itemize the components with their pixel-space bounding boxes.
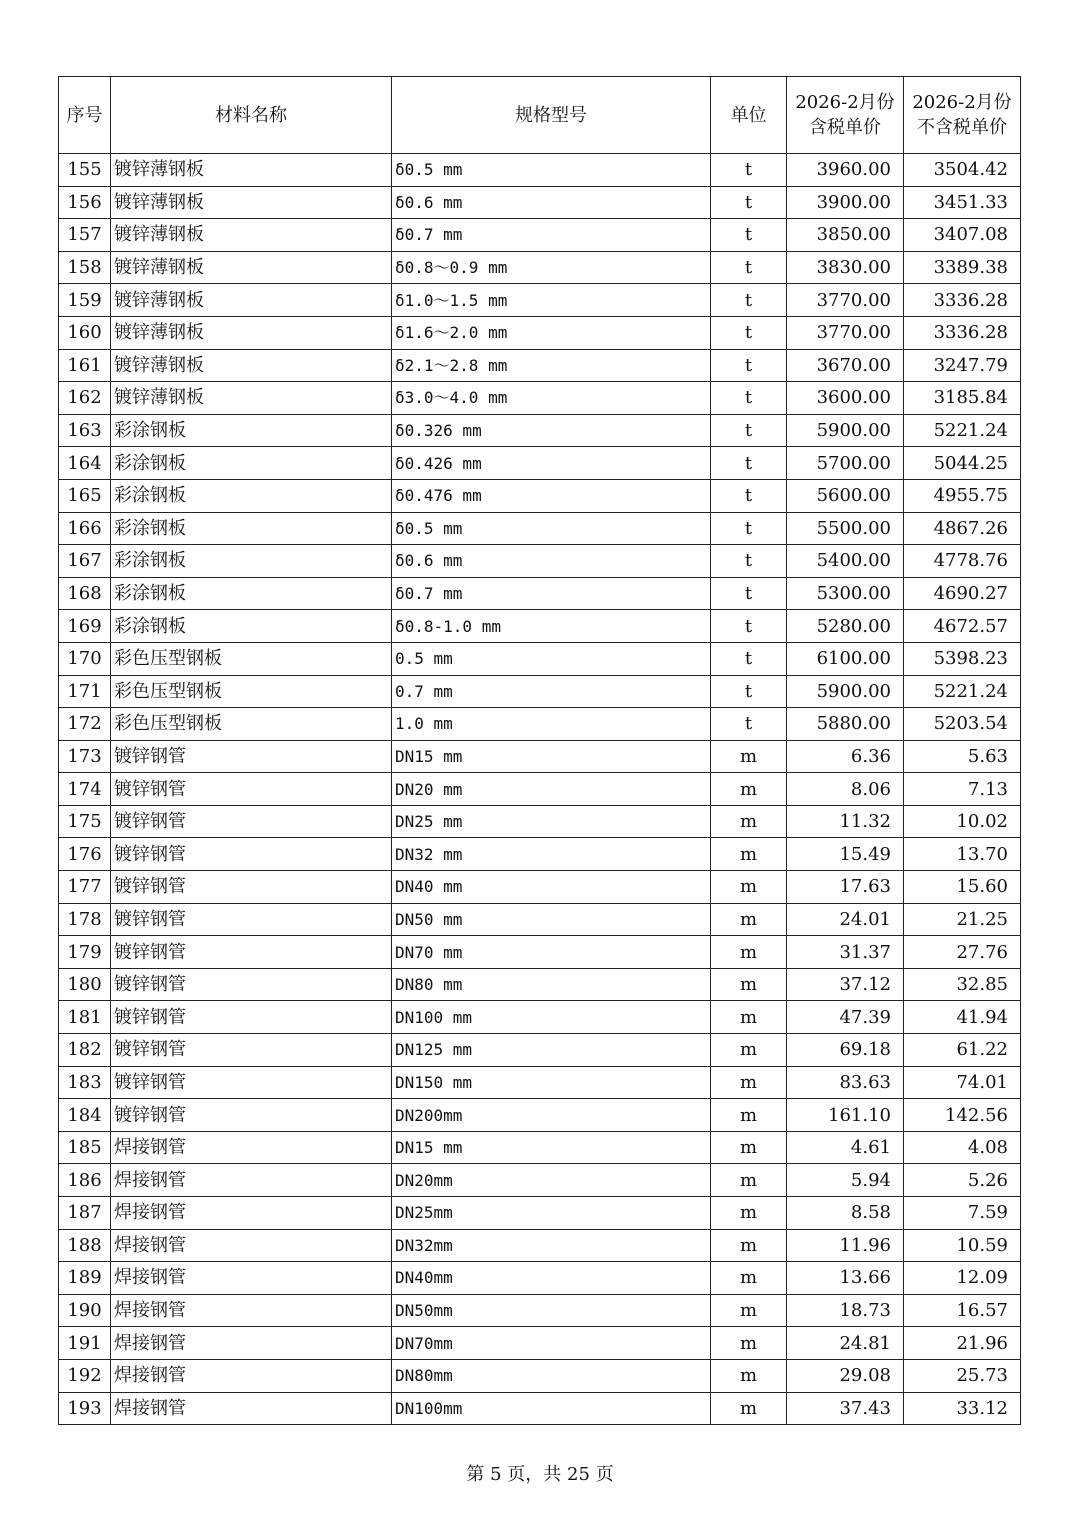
- cell-name: 镀锌钢管: [111, 968, 392, 1001]
- cell-name: 镀锌薄钢板: [111, 251, 392, 284]
- cell-unit: m: [711, 805, 787, 838]
- cell-no: 175: [59, 805, 111, 838]
- cell-name: 镀锌薄钢板: [111, 316, 392, 349]
- cell-spec: DN40mm: [392, 1262, 711, 1295]
- cell-no: 181: [59, 1001, 111, 1034]
- cell-spec: DN40 mm: [392, 871, 711, 904]
- table-header-row: [59, 77, 1021, 154]
- header-price-tax: [787, 77, 904, 154]
- cell-name: 焊接钢管: [111, 1197, 392, 1230]
- cell-no: 184: [59, 1099, 111, 1132]
- table-row: [59, 284, 1021, 317]
- cell-name: 镀锌薄钢板: [111, 219, 392, 252]
- cell-spec: δ0.7 mm: [392, 577, 711, 610]
- cell-no: 156: [59, 186, 111, 219]
- cell-price-tax: 18.73: [787, 1294, 904, 1327]
- cell-spec: DN32 mm: [392, 838, 711, 871]
- cell-no: 188: [59, 1229, 111, 1262]
- cell-price-notax: 3504.42: [904, 154, 1021, 187]
- table-row: [59, 545, 1021, 578]
- cell-unit: m: [711, 1034, 787, 1067]
- cell-name: 焊接钢管: [111, 1294, 392, 1327]
- cell-price-tax: 4.61: [787, 1131, 904, 1164]
- cell-unit: t: [711, 479, 787, 512]
- cell-name: 镀锌薄钢板: [111, 382, 392, 415]
- cell-price-notax: 5221.24: [904, 414, 1021, 447]
- table-row: [59, 1131, 1021, 1164]
- cell-price-tax: 5900.00: [787, 675, 904, 708]
- table-row: [59, 414, 1021, 447]
- table-row: [59, 219, 1021, 252]
- cell-spec: DN125 mm: [392, 1034, 711, 1067]
- cell-price-notax: 4690.27: [904, 577, 1021, 610]
- header-price-notax-line2: 不含税单价: [917, 117, 1007, 138]
- cell-price-notax: 3336.28: [904, 284, 1021, 317]
- cell-price-notax: 5044.25: [904, 447, 1021, 480]
- cell-price-notax: 41.94: [904, 1001, 1021, 1034]
- cell-price-tax: 3770.00: [787, 284, 904, 317]
- cell-name: 镀锌钢管: [111, 1034, 392, 1067]
- cell-no: 177: [59, 871, 111, 904]
- table-row: [59, 1066, 1021, 1099]
- cell-unit: m: [711, 740, 787, 773]
- table-row: [59, 968, 1021, 1001]
- cell-price-tax: 3600.00: [787, 382, 904, 415]
- cell-price-tax: 5280.00: [787, 610, 904, 643]
- cell-unit: t: [711, 186, 787, 219]
- cell-price-tax: 5.94: [787, 1164, 904, 1197]
- cell-price-tax: 5700.00: [787, 447, 904, 480]
- table-row: [59, 708, 1021, 741]
- cell-no: 172: [59, 708, 111, 741]
- cell-spec: δ2.1～2.8 mm: [392, 349, 711, 382]
- cell-spec: DN80mm: [392, 1359, 711, 1392]
- cell-no: 183: [59, 1066, 111, 1099]
- cell-price-tax: 3850.00: [787, 219, 904, 252]
- cell-spec: DN200mm: [392, 1099, 711, 1132]
- cell-no: 179: [59, 936, 111, 969]
- cell-price-notax: 5221.24: [904, 675, 1021, 708]
- header-price-tax-line1: 2026-2月份: [795, 92, 895, 113]
- cell-price-tax: 24.81: [787, 1327, 904, 1360]
- cell-spec: δ0.326 mm: [392, 414, 711, 447]
- header-name: 材料名称: [111, 77, 392, 154]
- cell-unit: t: [711, 349, 787, 382]
- cell-no: 189: [59, 1262, 111, 1295]
- table-row: [59, 1359, 1021, 1392]
- cell-no: 167: [59, 545, 111, 578]
- cell-price-notax: 3451.33: [904, 186, 1021, 219]
- cell-price-tax: 5400.00: [787, 545, 904, 578]
- cell-no: 164: [59, 447, 111, 480]
- cell-unit: t: [711, 284, 787, 317]
- cell-unit: m: [711, 936, 787, 969]
- table-row: [59, 1229, 1021, 1262]
- cell-spec: δ0.426 mm: [392, 447, 711, 480]
- cell-price-tax: 3670.00: [787, 349, 904, 382]
- cell-price-tax: 13.66: [787, 1262, 904, 1295]
- cell-price-tax: 3770.00: [787, 316, 904, 349]
- cell-name: 镀锌钢管: [111, 1001, 392, 1034]
- table-row: [59, 1327, 1021, 1360]
- cell-price-tax: 11.96: [787, 1229, 904, 1262]
- cell-unit: t: [711, 610, 787, 643]
- table-row: [59, 382, 1021, 415]
- cell-no: 161: [59, 349, 111, 382]
- cell-price-notax: 13.70: [904, 838, 1021, 871]
- cell-spec: 1.0 mm: [392, 708, 711, 741]
- cell-spec: DN20mm: [392, 1164, 711, 1197]
- table-row: [59, 577, 1021, 610]
- cell-spec: DN20 mm: [392, 773, 711, 806]
- cell-no: 191: [59, 1327, 111, 1360]
- cell-name: 彩涂钢板: [111, 577, 392, 610]
- cell-no: 169: [59, 610, 111, 643]
- cell-name: 镀锌钢管: [111, 903, 392, 936]
- cell-unit: m: [711, 1066, 787, 1099]
- cell-no: 159: [59, 284, 111, 317]
- cell-price-notax: 4955.75: [904, 479, 1021, 512]
- cell-price-notax: 3389.38: [904, 251, 1021, 284]
- cell-no: 192: [59, 1359, 111, 1392]
- cell-unit: m: [711, 1294, 787, 1327]
- cell-price-tax: 47.39: [787, 1001, 904, 1034]
- table-row: [59, 675, 1021, 708]
- cell-name: 镀锌钢管: [111, 1099, 392, 1132]
- cell-no: 165: [59, 479, 111, 512]
- cell-spec: δ3.0～4.0 mm: [392, 382, 711, 415]
- cell-no: 163: [59, 414, 111, 447]
- cell-name: 焊接钢管: [111, 1392, 392, 1425]
- table-row: [59, 1099, 1021, 1132]
- cell-price-notax: 32.85: [904, 968, 1021, 1001]
- cell-price-notax: 15.60: [904, 871, 1021, 904]
- cell-unit: m: [711, 1262, 787, 1295]
- cell-unit: t: [711, 545, 787, 578]
- cell-price-tax: 17.63: [787, 871, 904, 904]
- header-spec: 规格型号: [392, 77, 711, 154]
- cell-name: 镀锌钢管: [111, 838, 392, 871]
- cell-unit: t: [711, 577, 787, 610]
- cell-spec: δ0.476 mm: [392, 479, 711, 512]
- table-row: [59, 773, 1021, 806]
- cell-price-notax: 10.59: [904, 1229, 1021, 1262]
- cell-price-notax: 61.22: [904, 1034, 1021, 1067]
- cell-unit: m: [711, 1327, 787, 1360]
- cell-price-notax: 3407.08: [904, 219, 1021, 252]
- table-row: [59, 1392, 1021, 1425]
- cell-spec: DN32mm: [392, 1229, 711, 1262]
- cell-no: 166: [59, 512, 111, 545]
- cell-no: 158: [59, 251, 111, 284]
- cell-name: 镀锌钢管: [111, 936, 392, 969]
- cell-price-tax: 8.06: [787, 773, 904, 806]
- page-footer: 第 5 页，共 25 页: [466, 1464, 614, 1485]
- cell-spec: DN100 mm: [392, 1001, 711, 1034]
- cell-price-notax: 74.01: [904, 1066, 1021, 1099]
- cell-name: 焊接钢管: [111, 1359, 392, 1392]
- cell-price-tax: 8.58: [787, 1197, 904, 1230]
- cell-no: 180: [59, 968, 111, 1001]
- cell-price-tax: 5500.00: [787, 512, 904, 545]
- cell-price-tax: 5300.00: [787, 577, 904, 610]
- cell-no: 171: [59, 675, 111, 708]
- table-row: [59, 479, 1021, 512]
- cell-price-tax: 29.08: [787, 1359, 904, 1392]
- cell-price-notax: 3336.28: [904, 316, 1021, 349]
- cell-price-tax: 5600.00: [787, 479, 904, 512]
- table-row: [59, 903, 1021, 936]
- cell-name: 镀锌薄钢板: [111, 154, 392, 187]
- cell-unit: t: [711, 447, 787, 480]
- cell-spec: δ1.0～1.5 mm: [392, 284, 711, 317]
- cell-spec: DN25 mm: [392, 805, 711, 838]
- cell-price-notax: 21.96: [904, 1327, 1021, 1360]
- cell-unit: m: [711, 1001, 787, 1034]
- cell-price-notax: 3247.79: [904, 349, 1021, 382]
- cell-price-tax: 15.49: [787, 838, 904, 871]
- table-row: [59, 838, 1021, 871]
- price-table: [58, 76, 1021, 1425]
- cell-unit: t: [711, 154, 787, 187]
- cell-no: 168: [59, 577, 111, 610]
- cell-name: 焊接钢管: [111, 1327, 392, 1360]
- table-row: [59, 1197, 1021, 1230]
- cell-unit: t: [711, 316, 787, 349]
- cell-spec: DN150 mm: [392, 1066, 711, 1099]
- table-row: [59, 1001, 1021, 1034]
- cell-no: 176: [59, 838, 111, 871]
- table-row: [59, 805, 1021, 838]
- table-row: [59, 251, 1021, 284]
- cell-price-notax: 5.63: [904, 740, 1021, 773]
- cell-unit: m: [711, 1099, 787, 1132]
- cell-no: 157: [59, 219, 111, 252]
- cell-unit: m: [711, 773, 787, 806]
- header-price-notax-line1: 2026-2月份: [912, 92, 1012, 113]
- table-row: [59, 316, 1021, 349]
- cell-price-tax: 3830.00: [787, 251, 904, 284]
- cell-unit: t: [711, 512, 787, 545]
- cell-spec: δ0.5 mm: [392, 154, 711, 187]
- cell-no: 185: [59, 1131, 111, 1164]
- header-price-notax: [904, 77, 1021, 154]
- cell-price-notax: 16.57: [904, 1294, 1021, 1327]
- cell-name: 彩涂钢板: [111, 545, 392, 578]
- cell-unit: m: [711, 1131, 787, 1164]
- table-row: [59, 1034, 1021, 1067]
- cell-name: 镀锌薄钢板: [111, 186, 392, 219]
- header-price-tax-line2: 含税单价: [809, 117, 881, 138]
- cell-spec: 0.7 mm: [392, 675, 711, 708]
- cell-unit: t: [711, 251, 787, 284]
- cell-price-tax: 69.18: [787, 1034, 904, 1067]
- cell-no: 178: [59, 903, 111, 936]
- table-row: [59, 1164, 1021, 1197]
- cell-spec: 0.5 mm: [392, 642, 711, 675]
- cell-name: 彩涂钢板: [111, 447, 392, 480]
- cell-spec: δ0.5 mm: [392, 512, 711, 545]
- cell-spec: DN50mm: [392, 1294, 711, 1327]
- cell-price-tax: 24.01: [787, 903, 904, 936]
- cell-price-tax: 37.43: [787, 1392, 904, 1425]
- cell-unit: m: [711, 1197, 787, 1230]
- cell-price-notax: 10.02: [904, 805, 1021, 838]
- cell-spec: DN50 mm: [392, 903, 711, 936]
- cell-name: 镀锌薄钢板: [111, 349, 392, 382]
- table-row: [59, 642, 1021, 675]
- cell-price-notax: 4.08: [904, 1131, 1021, 1164]
- cell-name: 镀锌钢管: [111, 871, 392, 904]
- cell-unit: m: [711, 1392, 787, 1425]
- cell-name: 彩涂钢板: [111, 479, 392, 512]
- cell-price-notax: 7.13: [904, 773, 1021, 806]
- header-unit: 单位: [711, 77, 787, 154]
- cell-name: 镀锌钢管: [111, 1066, 392, 1099]
- cell-price-notax: 21.25: [904, 903, 1021, 936]
- cell-spec: DN70 mm: [392, 936, 711, 969]
- cell-price-notax: 4778.76: [904, 545, 1021, 578]
- cell-price-notax: 5.26: [904, 1164, 1021, 1197]
- cell-unit: m: [711, 1164, 787, 1197]
- table-row: [59, 871, 1021, 904]
- cell-name: 镀锌薄钢板: [111, 284, 392, 317]
- header-no: 序号: [59, 77, 111, 154]
- cell-price-notax: 3185.84: [904, 382, 1021, 415]
- cell-no: 193: [59, 1392, 111, 1425]
- cell-spec: DN100mm: [392, 1392, 711, 1425]
- cell-price-notax: 7.59: [904, 1197, 1021, 1230]
- cell-name: 彩色压型钢板: [111, 642, 392, 675]
- cell-spec: δ0.7 mm: [392, 219, 711, 252]
- cell-no: 174: [59, 773, 111, 806]
- cell-name: 彩色压型钢板: [111, 708, 392, 741]
- cell-price-tax: 3900.00: [787, 186, 904, 219]
- table-row: [59, 936, 1021, 969]
- table-row: [59, 186, 1021, 219]
- cell-price-notax: 33.12: [904, 1392, 1021, 1425]
- cell-price-notax: 27.76: [904, 936, 1021, 969]
- cell-name: 彩涂钢板: [111, 512, 392, 545]
- table-row: [59, 154, 1021, 187]
- cell-price-notax: 4867.26: [904, 512, 1021, 545]
- cell-price-tax: 6100.00: [787, 642, 904, 675]
- cell-name: 镀锌钢管: [111, 805, 392, 838]
- table-row: [59, 447, 1021, 480]
- cell-spec: DN15 mm: [392, 1131, 711, 1164]
- table-row: [59, 349, 1021, 382]
- table-row: [59, 740, 1021, 773]
- cell-unit: m: [711, 871, 787, 904]
- cell-no: 182: [59, 1034, 111, 1067]
- cell-no: 170: [59, 642, 111, 675]
- cell-unit: t: [711, 642, 787, 675]
- cell-no: 155: [59, 154, 111, 187]
- cell-spec: δ0.6 mm: [392, 186, 711, 219]
- cell-spec: δ0.8～0.9 mm: [392, 251, 711, 284]
- cell-name: 焊接钢管: [111, 1262, 392, 1295]
- table-body: [59, 154, 1021, 1425]
- cell-no: 187: [59, 1197, 111, 1230]
- cell-price-tax: 6.36: [787, 740, 904, 773]
- cell-no: 160: [59, 316, 111, 349]
- cell-price-tax: 31.37: [787, 936, 904, 969]
- cell-name: 焊接钢管: [111, 1131, 392, 1164]
- cell-name: 焊接钢管: [111, 1229, 392, 1262]
- cell-unit: m: [711, 838, 787, 871]
- cell-name: 彩涂钢板: [111, 414, 392, 447]
- cell-spec: δ1.6～2.0 mm: [392, 316, 711, 349]
- cell-no: 190: [59, 1294, 111, 1327]
- cell-price-notax: 5398.23: [904, 642, 1021, 675]
- cell-price-notax: 5203.54: [904, 708, 1021, 741]
- cell-price-tax: 83.63: [787, 1066, 904, 1099]
- cell-price-tax: 5900.00: [787, 414, 904, 447]
- cell-price-tax: 3960.00: [787, 154, 904, 187]
- cell-spec: δ0.8-1.0 mm: [392, 610, 711, 643]
- cell-unit: m: [711, 1229, 787, 1262]
- cell-spec: δ0.6 mm: [392, 545, 711, 578]
- cell-name: 镀锌钢管: [111, 773, 392, 806]
- cell-price-tax: 37.12: [787, 968, 904, 1001]
- cell-unit: t: [711, 675, 787, 708]
- cell-name: 镀锌钢管: [111, 740, 392, 773]
- cell-unit: t: [711, 708, 787, 741]
- cell-name: 焊接钢管: [111, 1164, 392, 1197]
- table-row: [59, 512, 1021, 545]
- cell-spec: DN25mm: [392, 1197, 711, 1230]
- table-row: [59, 610, 1021, 643]
- cell-spec: DN80 mm: [392, 968, 711, 1001]
- cell-price-tax: 11.32: [787, 805, 904, 838]
- cell-no: 186: [59, 1164, 111, 1197]
- cell-unit: m: [711, 903, 787, 936]
- cell-price-notax: 25.73: [904, 1359, 1021, 1392]
- cell-price-notax: 142.56: [904, 1099, 1021, 1132]
- cell-price-tax: 5880.00: [787, 708, 904, 741]
- cell-unit: m: [711, 1359, 787, 1392]
- cell-price-tax: 161.10: [787, 1099, 904, 1132]
- cell-unit: m: [711, 968, 787, 1001]
- cell-spec: DN70mm: [392, 1327, 711, 1360]
- cell-unit: t: [711, 382, 787, 415]
- cell-no: 162: [59, 382, 111, 415]
- cell-price-notax: 4672.57: [904, 610, 1021, 643]
- cell-name: 彩涂钢板: [111, 610, 392, 643]
- cell-price-notax: 12.09: [904, 1262, 1021, 1295]
- cell-no: 173: [59, 740, 111, 773]
- cell-unit: t: [711, 219, 787, 252]
- cell-name: 彩色压型钢板: [111, 675, 392, 708]
- cell-spec: DN15 mm: [392, 740, 711, 773]
- table-row: [59, 1262, 1021, 1295]
- table-row: [59, 1294, 1021, 1327]
- cell-unit: t: [711, 414, 787, 447]
